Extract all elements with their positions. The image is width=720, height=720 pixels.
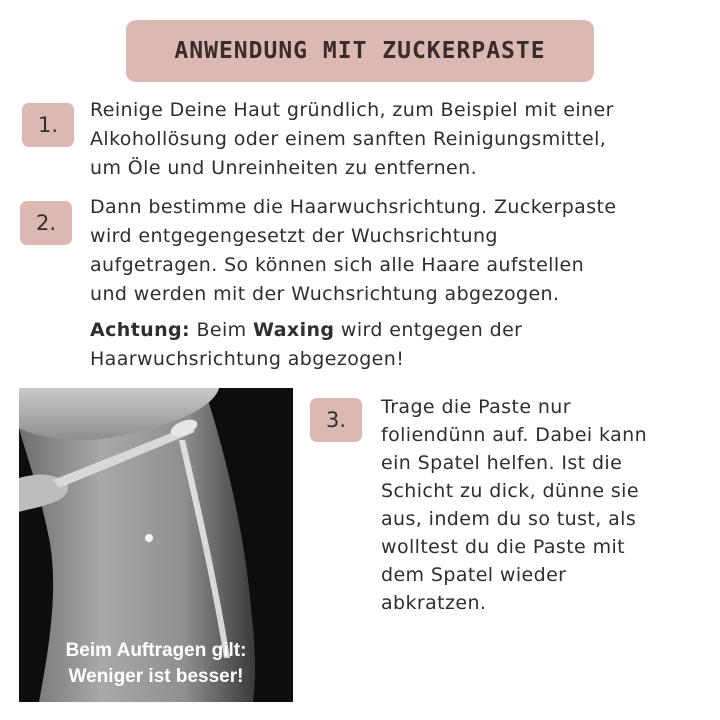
text-line: und werden mit der Wuchsrichtung abgezogen. — [90, 283, 560, 305]
text-line: wird entgegengesetzt der Wuchsrichtung — [90, 225, 498, 247]
text-line: Alkohollösung oder einem sanften Reinigungsmittel, — [90, 128, 607, 150]
note-text: wird entgegen der — [334, 319, 523, 341]
text-line: ein Spatel helfen. Ist die — [381, 452, 623, 474]
title-banner — [126, 20, 594, 82]
text-line: Schicht zu dick, dünne sie — [381, 480, 639, 502]
note-emphasis: Waxing — [253, 319, 335, 341]
text-line: aus, indem du so tust, als — [381, 508, 637, 530]
photo-caption — [19, 638, 293, 690]
text-line: abkratzen. — [381, 592, 487, 614]
warning-note — [90, 316, 522, 374]
text-line: Dann bestimme die Haarwuchsrichtung. Zuckerpaste — [90, 196, 617, 218]
page-title: ANWENDUNG MIT ZUCKERPASTE — [174, 38, 546, 64]
step-number: 2. — [35, 211, 57, 235]
note-line — [90, 316, 522, 345]
application-photo — [19, 388, 293, 702]
text-line: aufgetragen. So können sich alle Haare aufstellen — [90, 254, 585, 276]
step-number: 3. — [325, 408, 347, 432]
text-line: um Öle und Unreinheiten zu entfernen. — [90, 157, 478, 179]
step-number-badge — [310, 398, 362, 442]
text-line: wolltest du die Paste mit — [381, 536, 626, 558]
note-label: Achtung: — [90, 319, 191, 341]
step-number-badge — [22, 103, 74, 147]
text-line: Trage die Paste nur — [381, 396, 571, 418]
caption-line: Weniger ist besser! — [68, 666, 244, 687]
text-line: dem Spatel wieder — [381, 564, 567, 586]
note-line: Haarwuchsrichtung abgezogen! — [90, 348, 405, 370]
step-number: 1. — [37, 113, 59, 137]
step-2-text — [90, 193, 616, 309]
text-line: Reinige Deine Haut gründlich, zum Beispiel mit einer — [90, 99, 614, 121]
step-number-badge — [20, 201, 72, 245]
step-3-text — [381, 393, 647, 617]
step-1-text — [90, 96, 614, 183]
note-text: Beim — [190, 319, 254, 341]
text-line: foliendünn auf. Dabei kann — [381, 424, 648, 446]
caption-line: Beim Auftragen gilt: — [65, 640, 247, 661]
